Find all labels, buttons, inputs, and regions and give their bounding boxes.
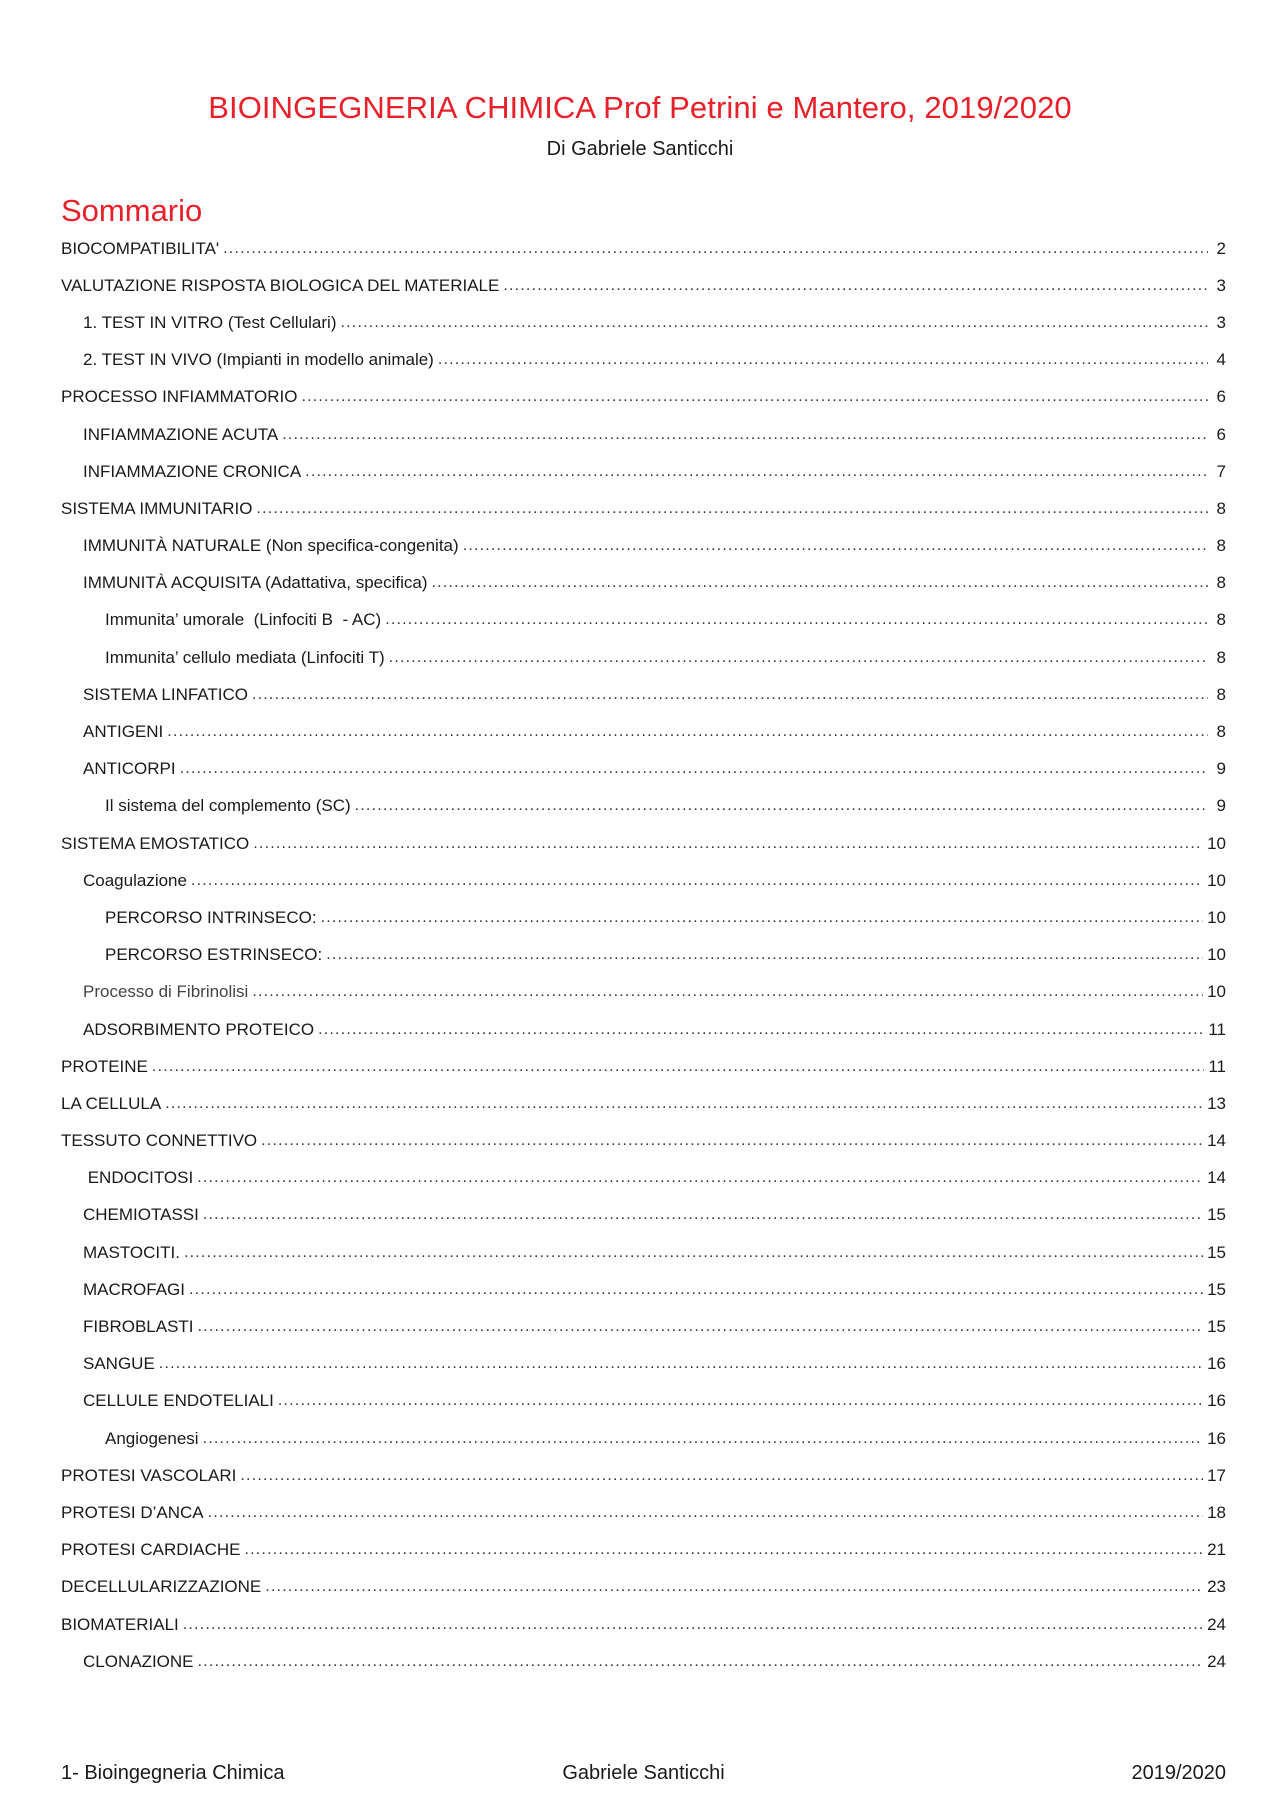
toc-entry-label: SISTEMA LINFATICO [83, 684, 248, 704]
toc-dot-leader [208, 1503, 1203, 1523]
toc-entry[interactable] [61, 342, 1226, 379]
toc-entry-label: FIBROBLASTI [83, 1317, 194, 1337]
table-of-contents [61, 230, 1226, 1680]
toc-entry-label: INFIAMMAZIONE ACUTA [83, 424, 279, 444]
toc-entry-page-number: 17 [1207, 1465, 1226, 1485]
toc-dot-leader [203, 1429, 1204, 1449]
document-title: BIOINGEGNERIA CHIMICA Prof Petrini e Mantero, 2019/2020 [208, 90, 1072, 125]
toc-entry-page-number: 10 [1207, 833, 1226, 853]
toc-entry-page-number: 15 [1207, 1317, 1226, 1337]
toc-dot-leader [198, 1317, 1204, 1337]
toc-entry[interactable] [61, 1420, 1226, 1457]
toc-entry-label: BIOCOMPATIBILITA' [61, 238, 220, 258]
toc-dot-leader [385, 610, 1208, 630]
toc-entry-page-number: 6 [1216, 424, 1226, 444]
toc-entry-page-number: 23 [1207, 1577, 1226, 1597]
toc-dot-leader [318, 1020, 1204, 1040]
toc-entry[interactable] [61, 1197, 1226, 1234]
toc-entry-page-number: 13 [1207, 1093, 1226, 1113]
toc-dot-leader [165, 1094, 1203, 1114]
toc-entry-label: Immunita’ cellulo mediata (Linfociti T) [105, 647, 385, 667]
toc-entry-label: VALUTAZIONE RISPOSTA BIOLOGICA DEL MATERIALE [61, 275, 500, 295]
toc-entry-page-number: 8 [1216, 573, 1226, 593]
toc-dot-leader [503, 276, 1208, 296]
toc-entry-label: Processo di Fibrinolisi [83, 982, 249, 1002]
toc-entry[interactable] [61, 676, 1226, 713]
toc-entry-page-number: 2 [1216, 238, 1226, 258]
toc-entry-label: TESSUTO CONNETTIVO [61, 1131, 258, 1151]
toc-dot-leader [252, 685, 1208, 705]
toc-dot-leader [152, 1057, 1204, 1077]
toc-entry-label: PERCORSO ESTRINSECO: [105, 945, 323, 965]
toc-entry[interactable] [61, 974, 1226, 1011]
toc-entry[interactable] [61, 1123, 1226, 1160]
toc-dot-leader [253, 834, 1203, 854]
toc-entry-label: CELLULE ENDOTELIALI [83, 1391, 274, 1411]
toc-entry-label: ANTIGENI [83, 722, 164, 742]
toc-entry-page-number: 10 [1207, 870, 1226, 890]
footer-right: 2019/2020 [1131, 1762, 1226, 1784]
toc-entry-page-number: 15 [1207, 1205, 1226, 1225]
toc-entry-page-number: 8 [1216, 610, 1226, 630]
toc-entry[interactable] [61, 899, 1226, 936]
toc-entry[interactable] [61, 713, 1226, 750]
toc-entry-page-number: 8 [1216, 722, 1226, 742]
toc-entry-page-number: 14 [1207, 1168, 1226, 1188]
toc-entry-page-number: 9 [1216, 796, 1226, 816]
toc-entry[interactable] [61, 1271, 1226, 1308]
toc-entry-page-number: 11 [1208, 1019, 1226, 1039]
toc-entry-label: PROCESSO INFIAMMATORIO [61, 387, 298, 407]
toc-entry[interactable] [61, 825, 1226, 862]
toc-entry-page-number: 16 [1207, 1428, 1226, 1448]
toc-entry-page-number: 21 [1207, 1540, 1226, 1560]
toc-entry-page-number: 6 [1216, 387, 1226, 407]
toc-entry[interactable] [61, 937, 1226, 974]
toc-dot-leader [223, 239, 1208, 259]
toc-entry-page-number: 11 [1208, 1056, 1226, 1076]
toc-entry[interactable] [61, 1643, 1226, 1680]
toc-entry-page-number: 8 [1216, 498, 1226, 518]
page-footer [61, 1762, 1226, 1788]
toc-entry[interactable] [61, 1457, 1226, 1494]
toc-entry[interactable] [61, 528, 1226, 565]
toc-entry-label: PROTESI VASCOLARI [61, 1465, 237, 1485]
toc-entry-page-number: 3 [1216, 275, 1226, 295]
toc-entry[interactable] [61, 602, 1226, 639]
toc-entry-page-number: 24 [1207, 1614, 1226, 1634]
toc-entry-label: IMMUNITÀ ACQUISITA (Adattativa, specifica) [83, 573, 428, 593]
toc-entry-label: Coagulazione [83, 870, 187, 890]
toc-entry-page-number: 8 [1216, 684, 1226, 704]
toc-dot-leader [180, 759, 1208, 779]
toc-entry-label: PROTEINE [61, 1056, 148, 1076]
toc-entry-page-number: 10 [1207, 982, 1226, 1002]
toc-entry-page-number: 8 [1216, 536, 1226, 556]
toc-dot-leader [340, 313, 1208, 333]
toc-entry-label: 1. TEST IN VITRO (Test Cellulari) [83, 312, 337, 332]
toc-dot-leader [244, 1540, 1203, 1560]
toc-entry[interactable] [61, 1383, 1226, 1420]
toc-entry[interactable] [61, 1048, 1226, 1085]
toc-dot-leader [198, 1652, 1204, 1672]
toc-dot-leader [278, 1391, 1203, 1411]
toc-entry-label: Immunita’ umorale (Linfociti B - AC) [105, 610, 382, 630]
toc-entry[interactable] [61, 1569, 1226, 1606]
toc-dot-leader [282, 425, 1208, 445]
toc-entry-page-number: 18 [1207, 1502, 1226, 1522]
toc-entry-page-number: 14 [1207, 1131, 1226, 1151]
toc-entry-label: LA CELLULA [61, 1093, 162, 1113]
toc-heading: Sommario [61, 193, 203, 228]
toc-entry-page-number: 3 [1216, 312, 1226, 332]
toc-entry-label: DECELLULARIZZAZIONE [61, 1577, 262, 1597]
toc-entry-page-number: 10 [1207, 945, 1226, 965]
toc-entry[interactable] [61, 1532, 1226, 1569]
toc-entry[interactable] [61, 453, 1226, 490]
toc-dot-leader [432, 573, 1209, 593]
toc-entry[interactable] [61, 1494, 1226, 1531]
toc-dot-leader [321, 908, 1203, 928]
toc-entry[interactable] [61, 1346, 1226, 1383]
toc-dot-leader [261, 1131, 1203, 1151]
toc-dot-leader [197, 1168, 1203, 1188]
toc-entry-label: ADSORBIMENTO PROTEICO [83, 1019, 315, 1039]
toc-entry-label: SISTEMA EMOSTATICO [61, 833, 250, 853]
toc-dot-leader [256, 499, 1208, 519]
toc-entry[interactable] [61, 416, 1226, 453]
toc-entry[interactable] [61, 267, 1226, 304]
toc-dot-leader [326, 945, 1203, 965]
toc-dot-leader [389, 648, 1208, 668]
toc-dot-leader [355, 796, 1208, 816]
toc-entry[interactable] [61, 751, 1226, 788]
toc-entry[interactable] [61, 565, 1226, 602]
toc-dot-leader [189, 1280, 1203, 1300]
toc-entry[interactable] [61, 304, 1226, 341]
toc-dot-leader [438, 350, 1208, 370]
toc-dot-leader [167, 722, 1208, 742]
toc-entry-label: SISTEMA IMMUNITARIO [61, 498, 253, 518]
toc-dot-leader [463, 536, 1208, 556]
toc-entry[interactable] [61, 788, 1226, 825]
toc-entry-page-number: 15 [1207, 1242, 1226, 1262]
toc-entry-label: ANTICORPI [83, 759, 176, 779]
toc-entry-page-number: 16 [1207, 1354, 1226, 1374]
document-author: Di Gabriele Santicchi [546, 138, 734, 160]
toc-dot-leader [183, 1615, 1203, 1635]
toc-entry[interactable] [61, 1160, 1226, 1197]
toc-entry-label: SANGUE [83, 1354, 155, 1374]
toc-entry-page-number: 4 [1216, 350, 1226, 370]
toc-entry-label: CLONAZIONE [83, 1651, 194, 1671]
toc-dot-leader [240, 1466, 1203, 1486]
toc-entry[interactable] [61, 639, 1226, 676]
toc-entry-label: PROTESI D’ANCA [61, 1502, 204, 1522]
toc-dot-leader [184, 1243, 1203, 1263]
toc-entry[interactable] [61, 379, 1226, 416]
toc-entry[interactable] [61, 1308, 1226, 1345]
toc-entry[interactable] [61, 490, 1226, 527]
toc-entry-label: ENDOCITOSI [83, 1168, 194, 1188]
toc-dot-leader [159, 1354, 1203, 1374]
toc-entry[interactable] [61, 1234, 1226, 1271]
footer-left: 1- Bioingegneria Chimica [61, 1762, 285, 1784]
toc-entry-label: Il sistema del complemento (SC) [105, 796, 351, 816]
toc-entry-page-number: 16 [1207, 1391, 1226, 1411]
toc-entry-page-number: 10 [1207, 907, 1226, 927]
toc-entry-page-number: 24 [1207, 1651, 1226, 1671]
toc-entry-label: CHEMIOTASSI [83, 1205, 199, 1225]
toc-entry-page-number: 7 [1216, 461, 1226, 481]
toc-dot-leader [203, 1205, 1203, 1225]
toc-entry[interactable] [61, 1011, 1226, 1048]
toc-entry-label: MACROFAGI [83, 1279, 186, 1299]
toc-entry[interactable] [61, 1085, 1226, 1122]
toc-entry-label: BIOMATERIALI [61, 1614, 179, 1634]
toc-entry-label: 2. TEST IN VIVO (Impianti in modello animale) [83, 350, 434, 370]
toc-entry-label: Angiogenesi [105, 1428, 199, 1448]
toc-dot-leader [252, 982, 1203, 1002]
toc-dot-leader [301, 387, 1208, 407]
toc-dot-leader [265, 1577, 1203, 1597]
footer-center: Gabriele Santicchi [562, 1762, 725, 1784]
toc-entry[interactable] [61, 230, 1226, 267]
toc-entry[interactable] [61, 862, 1226, 899]
toc-entry[interactable] [61, 1606, 1226, 1643]
toc-entry-page-number: 8 [1216, 647, 1226, 667]
toc-dot-leader [305, 462, 1208, 482]
toc-entry-page-number: 15 [1207, 1279, 1226, 1299]
toc-entry-label: PERCORSO INTRINSECO: [105, 907, 317, 927]
toc-entry-label: INFIAMMAZIONE CRONICA [83, 461, 302, 481]
toc-entry-label: PROTESI CARDIACHE [61, 1540, 241, 1560]
toc-entry-label: IMMUNITÀ NATURALE (Non specifica-congenita) [83, 536, 459, 556]
toc-entry-label: MASTOCITI. [83, 1242, 180, 1262]
toc-dot-leader [191, 871, 1203, 891]
toc-entry-page-number: 9 [1216, 759, 1226, 779]
